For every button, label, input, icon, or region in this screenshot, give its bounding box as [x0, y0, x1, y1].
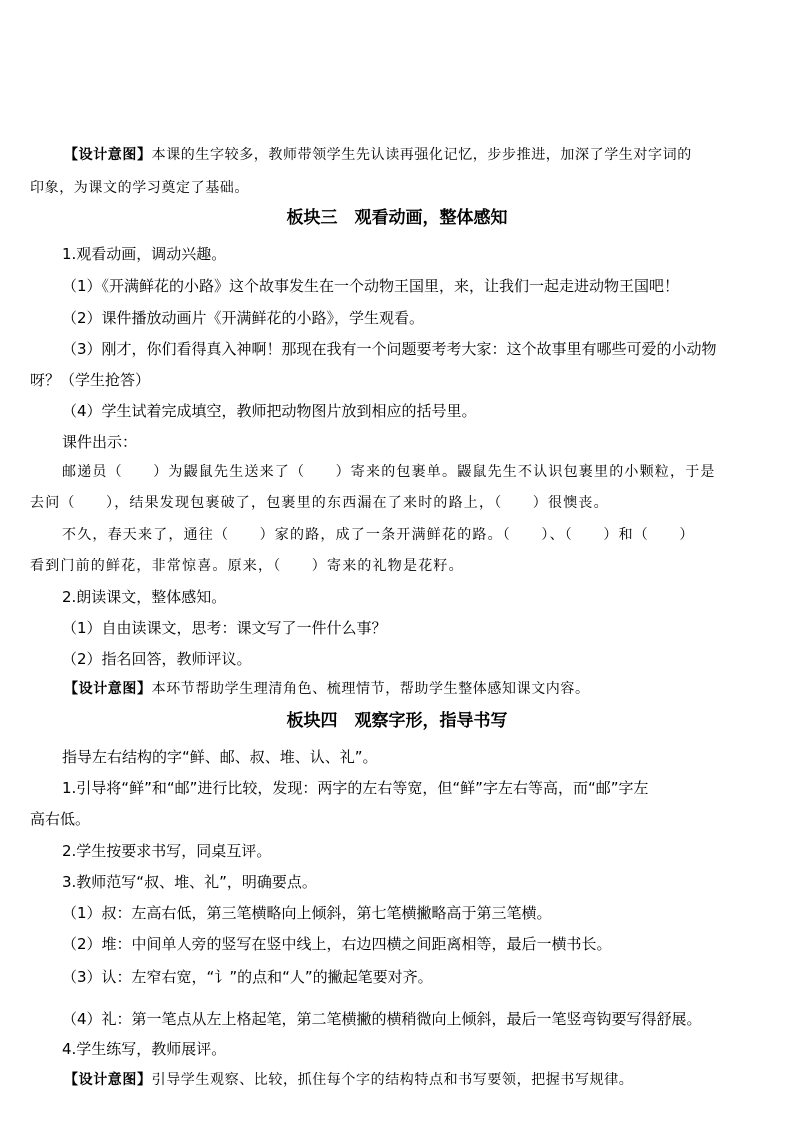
- step-1-4: （4）学生试着完成填空，教师把动物图片放到相应的括号里。: [62, 402, 477, 420]
- guide-step-1-cont: 高右低。: [30, 810, 91, 828]
- guide-step-3-3: （3）认：左窄右宽，“讠”的点和“人”的撇起笔要对齐。: [62, 968, 433, 986]
- fill-blank-2: 不久，春天来了，通往（ ）家的路，成了一条开满鲜花的路。（ ）、（ ）和（ ）: [62, 527, 695, 543]
- guide-step-3-4: （4）礼：第一笔点从左上格起笔，第二笔横撇的横稍微向上倾斜，最后一笔竖弯钩要写得舒展。: [62, 1010, 702, 1028]
- guide-intro: 指导左右结构的字“鲜、邮、叔、堆、认、礼”。: [62, 748, 378, 766]
- design-intent-label: 【设计意图】: [64, 681, 152, 697]
- section-heading-3: 板块三 观看动画，整体感知: [286, 208, 508, 228]
- guide-step-3-1: （1）叔：左高右低，第三笔横略向上倾斜，第七笔横撇略高于第三笔横。: [62, 904, 552, 922]
- step-2: 2.朗读课文，整体感知。: [62, 588, 227, 606]
- guide-step-4: 4.学生练写，教师展评。: [62, 1040, 227, 1058]
- design-intent-paragraph-1: [64, 145, 692, 165]
- design-intent-label: 【设计意图】: [64, 147, 152, 163]
- guide-step-1: 1.引导将“鲜”和“邮”进行比较，发现：两字的左右等宽，但“鲜”字左右等高，而“邮”字左: [62, 779, 649, 797]
- courseware-label: 课件出示：: [62, 433, 138, 451]
- design-intent-label: 【设计意图】: [64, 1072, 152, 1088]
- fill-blank-1-cont: 去问（ ），结果发现包裹破了，包裹里的东西漏在了来时的路上，（ ）很懊丧。: [30, 495, 609, 511]
- step-1-2: （2）课件播放动画片《开满鲜花的小路》，学生观看。: [62, 309, 425, 327]
- design-intent-text: 本环节帮助学生理清角色、梳理情节，帮助学生整体感知课文内容。: [151, 681, 590, 697]
- design-intent-paragraph-1-cont: 印象，为课文的学习奠定了基础。: [30, 180, 249, 196]
- guide-step-3: 3.教师范写“叔、堆、礼”，明确要点。: [62, 873, 317, 891]
- step-1-3: （3）刚才，你们看得真入神啊！那现在我有一个问题要考考大家：这个故事里有哪些可爱的小动物: [62, 340, 717, 358]
- design-intent-paragraph-3: [64, 1070, 633, 1090]
- fill-blank-2-cont: 看到门前的鲜花，非常惊喜。原来，（ ）寄来的礼物是花籽。: [30, 558, 464, 574]
- design-intent-text: 引导学生观察、比较，抓住每个字的结构特点和书写要领，把握书写规律。: [151, 1072, 634, 1088]
- step-1-1: （1）《开满鲜花的小路》这个故事发生在一个动物王国里，来，让我们一起走进动物王国吧！: [62, 277, 680, 295]
- guide-step-2: 2.学生按要求书写，同桌互评。: [62, 842, 272, 860]
- section-heading-4: 板块四 观察字形，指导书写: [286, 711, 508, 731]
- guide-step-3-2: （2）堆：中间单人旁的竖写在竖中线上，右边四横之间距离相等，最后一横书长。: [62, 935, 612, 953]
- design-intent-text: 本课的生字较多，教师带领学生先认读再强化记忆，步步推进，加深了学生对字词的: [151, 147, 692, 163]
- step-2-1: （1）自由读课文，思考：课文写了一件什么事？: [62, 619, 387, 637]
- step-1-3-cont: 呀？（学生抢答）: [30, 371, 151, 389]
- step-2-2: （2）指名回答，教师评议。: [62, 650, 252, 668]
- design-intent-paragraph-2: [64, 679, 590, 699]
- step-1: 1.观看动画，调动兴趣。: [62, 245, 227, 263]
- fill-blank-1: 邮递员（ ）为鼹鼠先生送来了（ ）寄来的包裹单。鼹鼠先生不认识包裹里的小颗粒，于是: [62, 464, 716, 480]
